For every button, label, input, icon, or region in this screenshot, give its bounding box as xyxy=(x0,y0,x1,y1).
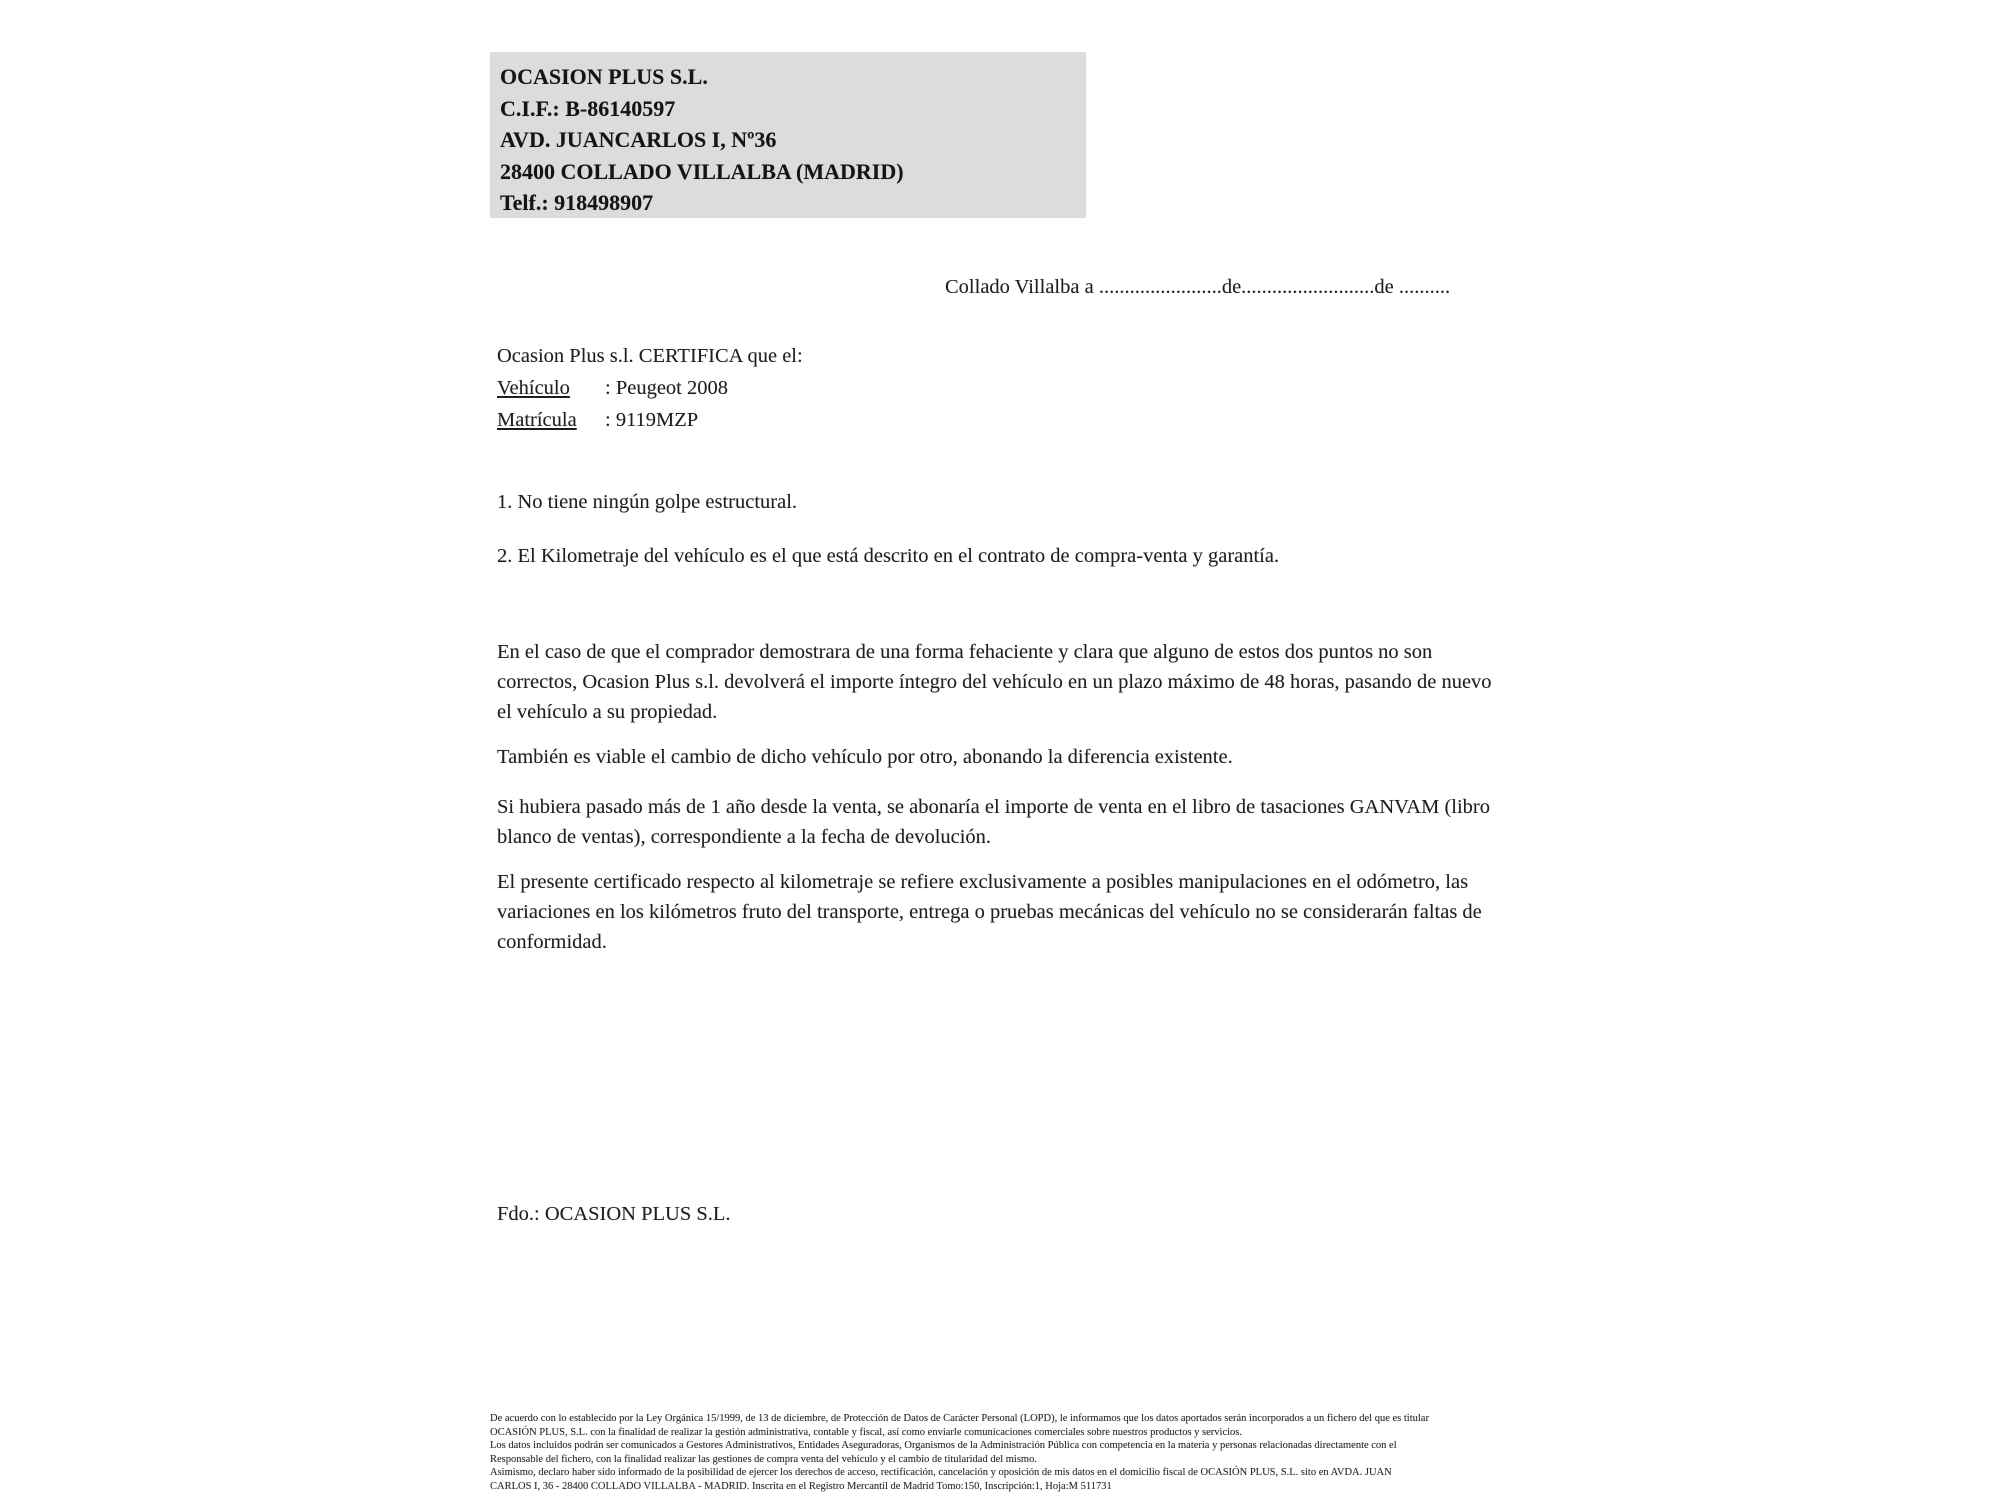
certification-block xyxy=(497,340,803,436)
paragraph-odometer: El presente certificado respecto al kilometraje se refiere exclusivamente a posibles manipulaciones en el odómetro, las variaciones en los kilómetros fruto del transporte, entrega o pruebas mecánicas del vehículo no se considerarán faltas de conformidad. xyxy=(497,871,1482,953)
legal-line: De acuerdo con lo establecido por la Ley Orgánica 15/1999, de 13 de diciembre, de Protección de Datos de Carácter Personal (LOPD), le informamos que los datos aportados serán incorporados a un fichero del que es titular xyxy=(490,1413,1429,1424)
legal-line: Asimismo, declaro haber sido informado de la posibilidad de ejercer los derechos de acceso, rectificación, cancelación y oposición de mis datos en el domicilio fiscal de OCASIÓN PLUS, S.L. sito en AVDA. JUAN xyxy=(490,1467,1392,1479)
company-name: OCASION PLUS S.L. xyxy=(500,64,708,89)
paragraph-ganvam: Si hubiera pasado más de 1 año desde la venta, se abonaría el importe de venta en el libro de tasaciones GANVAM (libro blanco de ventas), correspondiente a la fecha de devolución. xyxy=(497,796,1490,848)
plate-label: Matrícula xyxy=(497,409,577,431)
point-2: 2. El Kilometraje del vehículo es el que está descrito en el contrato de compra-venta y garantía. xyxy=(497,545,1280,567)
point-1: 1. No tiene ningún golpe estructural. xyxy=(497,491,798,513)
legal-line: OCASIÓN PLUS, S.L. con la finalidad de realizar la gestión administrativa, contable y fiscal, así como enviarle comunicaciones comerciales sobre nuestros productos y servicios. xyxy=(490,1426,1242,1438)
company-cif: C.I.F.: B-86140597 xyxy=(500,95,676,121)
company-address: AVD. JUANCARLOS I, Nº36 xyxy=(500,127,777,152)
paragraph-exchange: También es viable el cambio de dicho vehículo por otro, abonando la diferencia existente. xyxy=(497,746,1233,768)
plate-row xyxy=(497,404,803,436)
date-line: Collado Villalba a ........................de..........................de .......... xyxy=(945,276,1451,298)
legal-line: Responsable del fichero, con la finalidad realizar las gestiones de compra venta del vehículo y el cambio de titularidad del mismo. xyxy=(490,1453,1037,1465)
signature-line: Fdo.: OCASION PLUS S.L. xyxy=(497,1203,731,1225)
paragraph-refund: En el caso de que el comprador demostrara de una forma fehaciente y clara que alguno de estos dos puntos no son correctos, Ocasion Plus s.l. devolverá el importe íntegro del vehículo en un plazo máximo de 48 horas, pasando de nuevo el vehículo a su propiedad. xyxy=(497,641,1492,723)
company-phone: Telf.: 918498907 xyxy=(500,190,654,215)
certify-intro: Ocasion Plus s.l. CERTIFICA que el: xyxy=(497,345,803,367)
vehicle-label: Vehículo xyxy=(497,377,570,399)
vehicle-row xyxy=(497,372,803,404)
company-city: 28400 COLLADO VILLALBA (MADRID) xyxy=(500,158,904,184)
legal-line: CARLOS I, 36 - 28400 COLLADO VILLALBA - MADRID. Inscrita en el Registro Mercantil de Madrid Tomo:150, Inscripción:1, Hoja:M 511731 xyxy=(490,1480,1112,1492)
legal-footer xyxy=(490,1412,1550,1494)
plate-value: : 9119MZP xyxy=(605,409,699,431)
legal-line: Los datos incluidos podrán ser comunicados a Gestores Administrativos, Entidades Aseguradoras, Organismos de la Administración Pública con competencia en la materia y personas relacionadas directamente con el xyxy=(490,1440,1397,1452)
letterhead-box xyxy=(490,52,1086,218)
vehicle-value: : Peugeot 2008 xyxy=(605,377,728,399)
